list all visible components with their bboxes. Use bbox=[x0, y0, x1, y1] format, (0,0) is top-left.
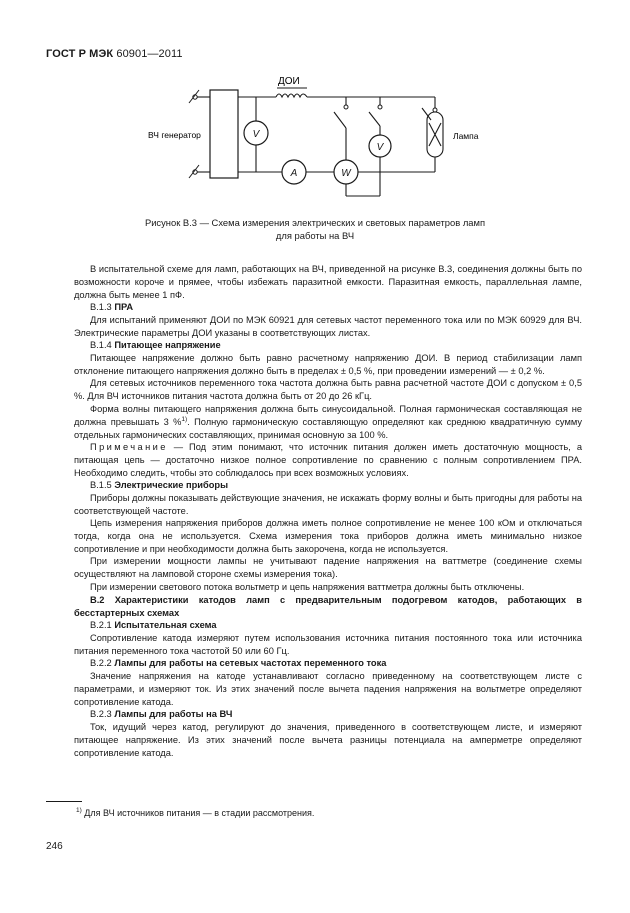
note: Примечание — Под этим понимают, что источник питания должен иметь достаточную мощность, а питающая цепь — достаточно низкое полное сопротивление по сравнению с полным сопротивлением ПРА. Необходимо следить, чтобы это соблюдалось при всех возможных условиях. bbox=[74, 442, 582, 478]
circuit-diagram bbox=[0, 0, 630, 250]
paragraph-3: Питающее напряжение должно быть равно расчетному напряжению ДОИ. В период стабилизации ламп отклонение питающего напряжения должно быть в пределах ± 0,5 %, при проведении измерений — ± 0,2 %. bbox=[74, 353, 582, 376]
footnote: $^{1)}$ Для ВЧ источников питания — в стадии рассмотрения. bbox=[76, 807, 315, 818]
standard-designation: ГОСТ Р МЭК bbox=[46, 48, 114, 60]
paragraph-1: В испытательной схеме для ламп, работающих на ВЧ, приведенной на рисунке В.3, соединения должны быть по возможности короче и прямее, чтобы избежать паразитной емкости. Паразитная емкость, параллельная лампе, должна быть менее 1 пФ. bbox=[74, 264, 582, 300]
paragraph-7: Цепь измерения напряжения приборов должна иметь полное сопротивление не менее 100 кОм и отключаться тогда, когда она не используется. Схема измерения тока приборов должна иметь минимально низкое сопротивление и при необходимости должна быть закорочена, когда не используется. bbox=[74, 518, 582, 554]
meter-a-label: A bbox=[290, 168, 298, 179]
paragraph-4: Для сетевых источников переменного тока частота должна быть равна расчетной частоте ДОИ с допуском ± 0,5 %. Для ВЧ источников питания частота должна быть от 20 до 26 кГц. bbox=[74, 378, 582, 401]
doi-inductor bbox=[276, 94, 307, 97]
paragraph-11: Значение напряжения на катоде устанавливают согласно приведенному на соответствующем листе с параметрами, и измеряют ток. Из этих значений после вычета падения напряжения на вольтметре определяют сопротивление катода. bbox=[74, 671, 582, 707]
paragraph-8: При измерении мощности лампы не учитывают падение напряжения на ваттметре (соединение схемы осуществляют на ламповой стороне схемы измерения тока). bbox=[74, 556, 582, 579]
switch-contact-left bbox=[344, 105, 348, 109]
switch-right bbox=[369, 112, 380, 126]
heading-b14: В.1.4 Питающее напряжение bbox=[90, 340, 221, 350]
heading-b23: В.2.3 Лампы для работы на ВЧ bbox=[90, 709, 233, 719]
meter-v2-label: V bbox=[376, 142, 384, 153]
paragraph-6: Приборы должны показывать действующие значения, не искажать форму волны и быть пригодны для работы на соответствующей частоте. bbox=[74, 493, 582, 516]
figure-caption-line1: Рисунок В.3 — Схема измерения электрических и световых параметров ламп bbox=[144, 217, 486, 228]
generator-label: ВЧ генератор bbox=[148, 130, 201, 140]
paragraph-2: Для испытаний применяют ДОИ по МЭК 60921 для сетевых частот переменного тока или по МЭК 60929 для ВЧ. Электрические параметры ДОИ указаны в соответствующих листах. bbox=[74, 315, 582, 338]
heading-b15: В.1.5 Электрические приборы bbox=[90, 480, 229, 490]
figure-caption-line2: для работы на ВЧ bbox=[275, 230, 355, 241]
lamp-contact bbox=[433, 108, 437, 112]
lamp-label: Лампа bbox=[453, 131, 479, 141]
heading-b22: В.2.2 Лампы для работы на сетевых частотах переменного тока bbox=[90, 658, 387, 668]
switch-left bbox=[334, 112, 346, 128]
heading-b2: В.2 Характеристики катодов ламп с предварительным подогревом катодов, работающих в бесстартерных схемах bbox=[74, 595, 582, 618]
heading-b13: В.1.3 ПРА bbox=[90, 302, 134, 312]
doi-label: ДОИ bbox=[278, 76, 300, 87]
meter-v1-label: V bbox=[252, 129, 260, 140]
generator-box bbox=[210, 90, 238, 178]
meter-w-label: W bbox=[341, 168, 351, 179]
paragraph-9: При измерении светового потока вольтметр и цепь напряжения ваттметра должны быть отключены. bbox=[90, 582, 525, 592]
paragraph-12: Ток, идущий через катод, регулируют до значения, приведенного в соответствующем листе, и измеряют питающее напряжение. Из этих значений после вычета разницы потенциала на амперметре определяют сопротивление катода. bbox=[74, 722, 582, 758]
heading-b21: В.2.1 Испытательная схема bbox=[90, 620, 217, 630]
footnote-separator bbox=[46, 801, 82, 802]
standard-number: 60901—2011 bbox=[116, 48, 183, 60]
page-number: 246 bbox=[46, 841, 63, 852]
paragraph-5: Форма волны питающего напряжения должна быть синусоидальной. Полная гармоническая составляющая не должна превышать 3 %$^{1)}$. Полную гармоническую составляющую определяют как среднюю квадратичную сумму отдельных гармонических составляющих, принимая основную за 100 %. bbox=[74, 404, 582, 440]
paragraph-10: Сопротивление катода измеряют путем использования источника питания постоянного тока или источника питания переменного тока частотой 50 или 60 Гц. bbox=[74, 633, 582, 656]
switch-contact-right bbox=[378, 105, 382, 109]
